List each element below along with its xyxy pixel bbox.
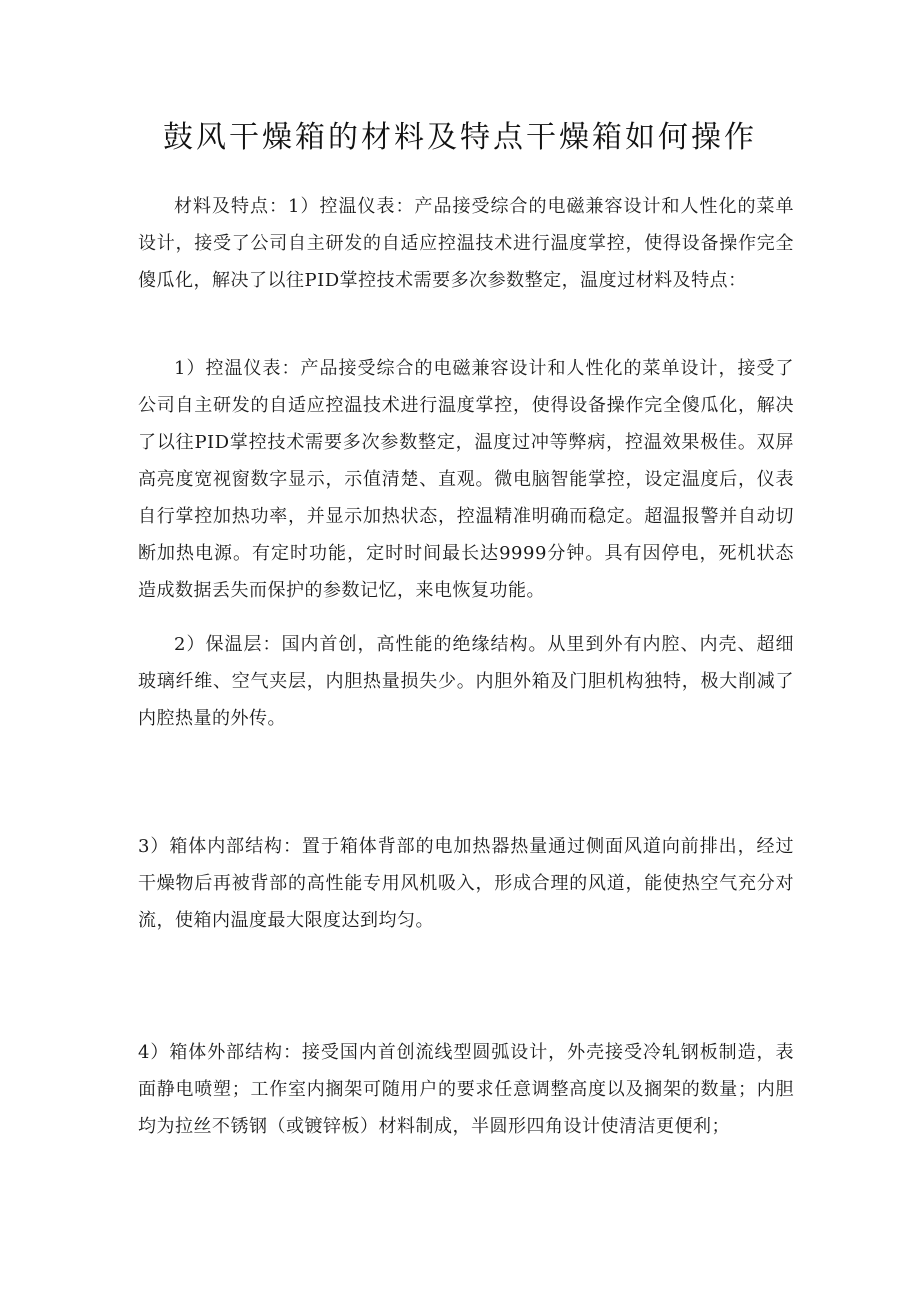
paragraph-temperature-controller: 1）控温仪表：产品接受综合的电磁兼容设计和人性化的菜单设计，接受了公司自主研发的自适应控温技术进行温度掌控，使得设备操作完全傻瓜化，解决了以往PID掌控技术需要多次参数整定，温度过冲等弊病，控温效果极佳。双屏高亮度宽视窗数字显示，示值清楚、直观。微电脑智能掌控，设定温度后，仪表自行掌控加热功率，并显示加热状态，控温精准明确而稳定。超温报警并自动切断加热电源。有定时功能，定时时间最长达9999分钟。具有因停电，死机状态造成数据丢失而保护的参数记忆，来电恢复功能。	[138, 358, 794, 601]
paragraph-materials-intro: 材料及特点：1）控温仪表：产品接受综合的电磁兼容设计和人性化的菜单设计，接受了公司自主研发的自适应控温技术进行温度掌控，使得设备操作完全傻瓜化，解决了以往PID掌控技术需要多次参数整定，温度过材料及特点：	[138, 196, 794, 291]
document-title: 鼓风干燥箱的材料及特点干燥箱如何操作	[163, 120, 757, 155]
paragraph-external-structure: 4）箱体外部结构：接受国内首创流线型圆弧设计，外壳接受冷轧钢板制造，表面静电喷塑；工作室内搁架可随用户的要求任意调整高度以及搁架的数量；内胆均为拉丝不锈钢（或镀锌板）材料制成，半圆形四角设计使清洁更便利；	[138, 1042, 794, 1137]
paragraph-insulation-layer: 2）保温层：国内首创，高性能的绝缘结构。从里到外有内腔、内壳、超细玻璃纤维、空气夹层，内胆热量损失少。内胆外箱及门胆机构独特，极大削减了内腔热量的外传。	[138, 634, 794, 729]
paragraph-internal-structure: 3）箱体内部结构：置于箱体背部的电加热器热量通过侧面风道向前排出，经过干燥物后再被背部的高性能专用风机吸入，形成合理的风道，能使热空气充分对流，使箱内温度最大限度达到均匀。	[138, 836, 794, 931]
